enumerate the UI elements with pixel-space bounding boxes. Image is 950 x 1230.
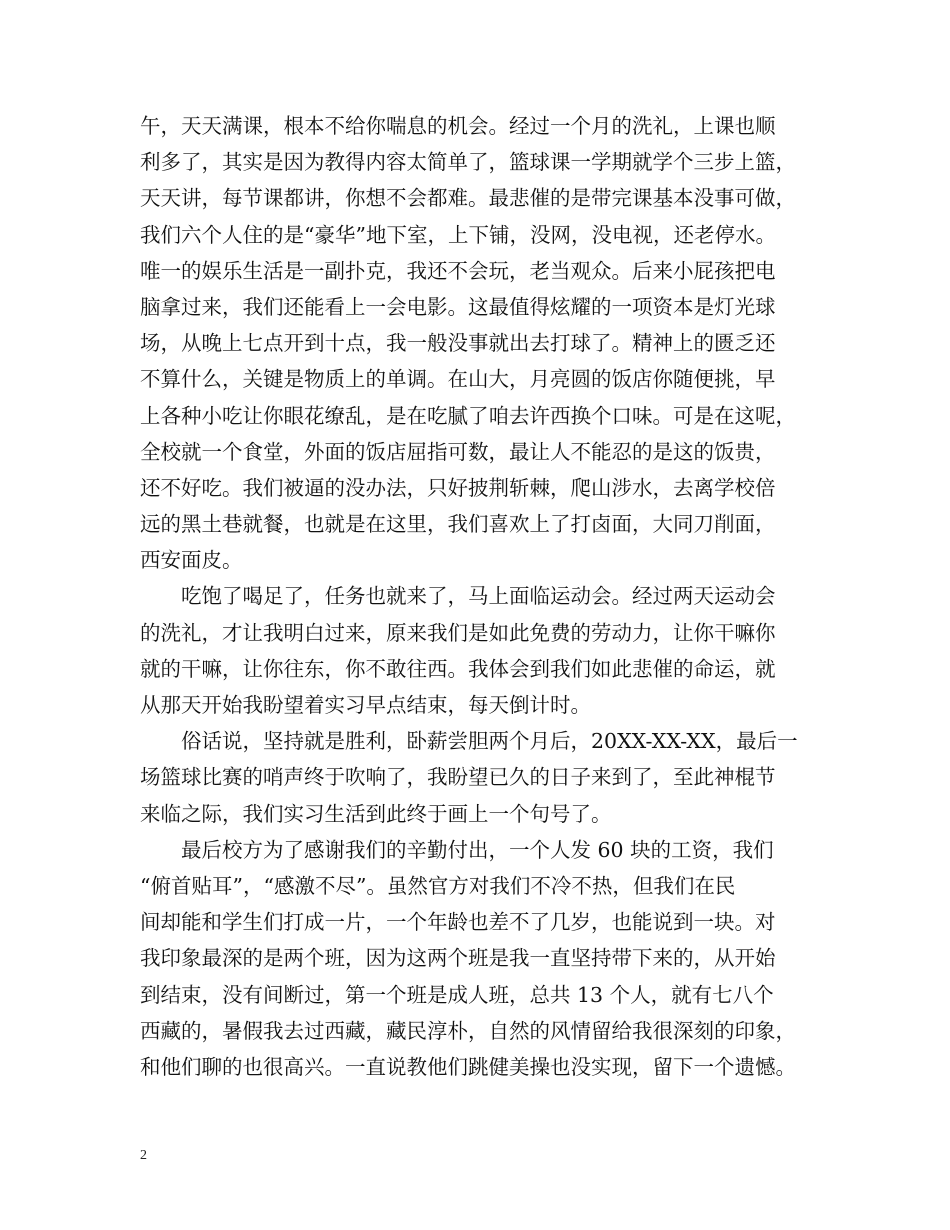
text-line: 天天讲，每节课都讲，你想不会都难。最悲催的是带完课基本没事可做， — [140, 186, 796, 211]
text-line: 不算什么，关键是物质上的单调。在山大，月亮圆的饭店你随便挑，早 — [140, 367, 776, 392]
text-line: 场，从晚上七点开到十点，我一般没事就出去打球了。精神上的匮乏还 — [140, 331, 776, 356]
text-line: 的洗礼，才让我明白过来，原来我们是如此免费的劳动力，让你干嘛你 — [140, 620, 776, 645]
text-line: 和他们聊的也很高兴。一直说教他们跳健美操也没实现，留下一个遗憾。 — [140, 1054, 796, 1079]
text-line: 上各种小吃让你眼花缭乱，是在吃腻了咱去许西换个口味。可是在这呢， — [140, 403, 796, 428]
page-number: 2 — [140, 1148, 147, 1163]
text-line: 利多了，其实是因为教得内容太简单了，篮球课一学期就学个三步上篮， — [140, 150, 796, 175]
text-line: 我们六个人住的是“豪华”地下室，上下铺，没网，没电视，还老停水。 — [140, 222, 776, 247]
text-line: 最后校方为了感谢我们的辛勤付出，一个人发 60 块的工资，我们 — [140, 837, 774, 862]
text-line: 间却能和学生们打成一片，一个年龄也差不了几岁，也能说到一块。对 — [140, 910, 776, 935]
text-line: 远的黑土巷就餐，也就是在这里，我们喜欢上了打卤面，大同刀削面， — [140, 512, 776, 537]
text-line: 来临之际，我们实习生活到此终于画上一个句号了。 — [140, 801, 612, 826]
body-text — [140, 108, 830, 1085]
text-line: 还不好吃。我们被逼的没办法，只好披荆斩棘，爬山涉水，去离学校倍 — [140, 475, 776, 500]
text-line: 俗话说，坚持就是胜利，卧薪尝胆两个月后，20XX-XX-XX，最后一 — [140, 729, 798, 754]
text-line: 唯一的娱乐生活是一副扑克，我还不会玩，老当观众。后来小屁孩把电 — [140, 258, 776, 283]
text-line: 场篮球比赛的哨声终于吹响了，我盼望已久的日子来到了，至此神棍节 — [140, 765, 776, 790]
text-line: 吃饱了喝足了，任务也就来了，马上面临运动会。经过两天运动会 — [140, 584, 776, 609]
text-line: 午，天天满课，根本不给你喘息的机会。经过一个月的洗礼，上课也顺 — [140, 114, 776, 138]
text-line: 到结束，没有间断过，第一个班是成人班，总共 13 个人，就有七八个 — [140, 982, 774, 1007]
text-line: 全校就一个食堂，外面的饭店屈指可数，最让人不能忍的是这的饭贵， — [140, 439, 776, 464]
text-line: 西安面皮。 — [140, 548, 243, 573]
text-line: 从那天开始我盼望着实习早点结束，每天倒计时。 — [140, 693, 591, 717]
text-line: 我印象最深的是两个班，因为这两个班是我一直坚持带下来的，从开始 — [140, 946, 776, 971]
text-line: “俯首贴耳”，“感激不尽”。虽然官方对我们不冷不热，但我们在民 — [140, 873, 736, 898]
text-line: 脑拿过来，我们还能看上一会电影。这最值得炫耀的一项资本是灯光球 — [140, 294, 776, 319]
text-line: 西藏的，暑假我去过西藏，藏民淳朴，自然的风情留给我很深刻的印象， — [140, 1018, 796, 1043]
text-line: 就的干嘛，让你往东，你不敢往西。我体会到我们如此悲催的命运，就 — [140, 656, 776, 681]
